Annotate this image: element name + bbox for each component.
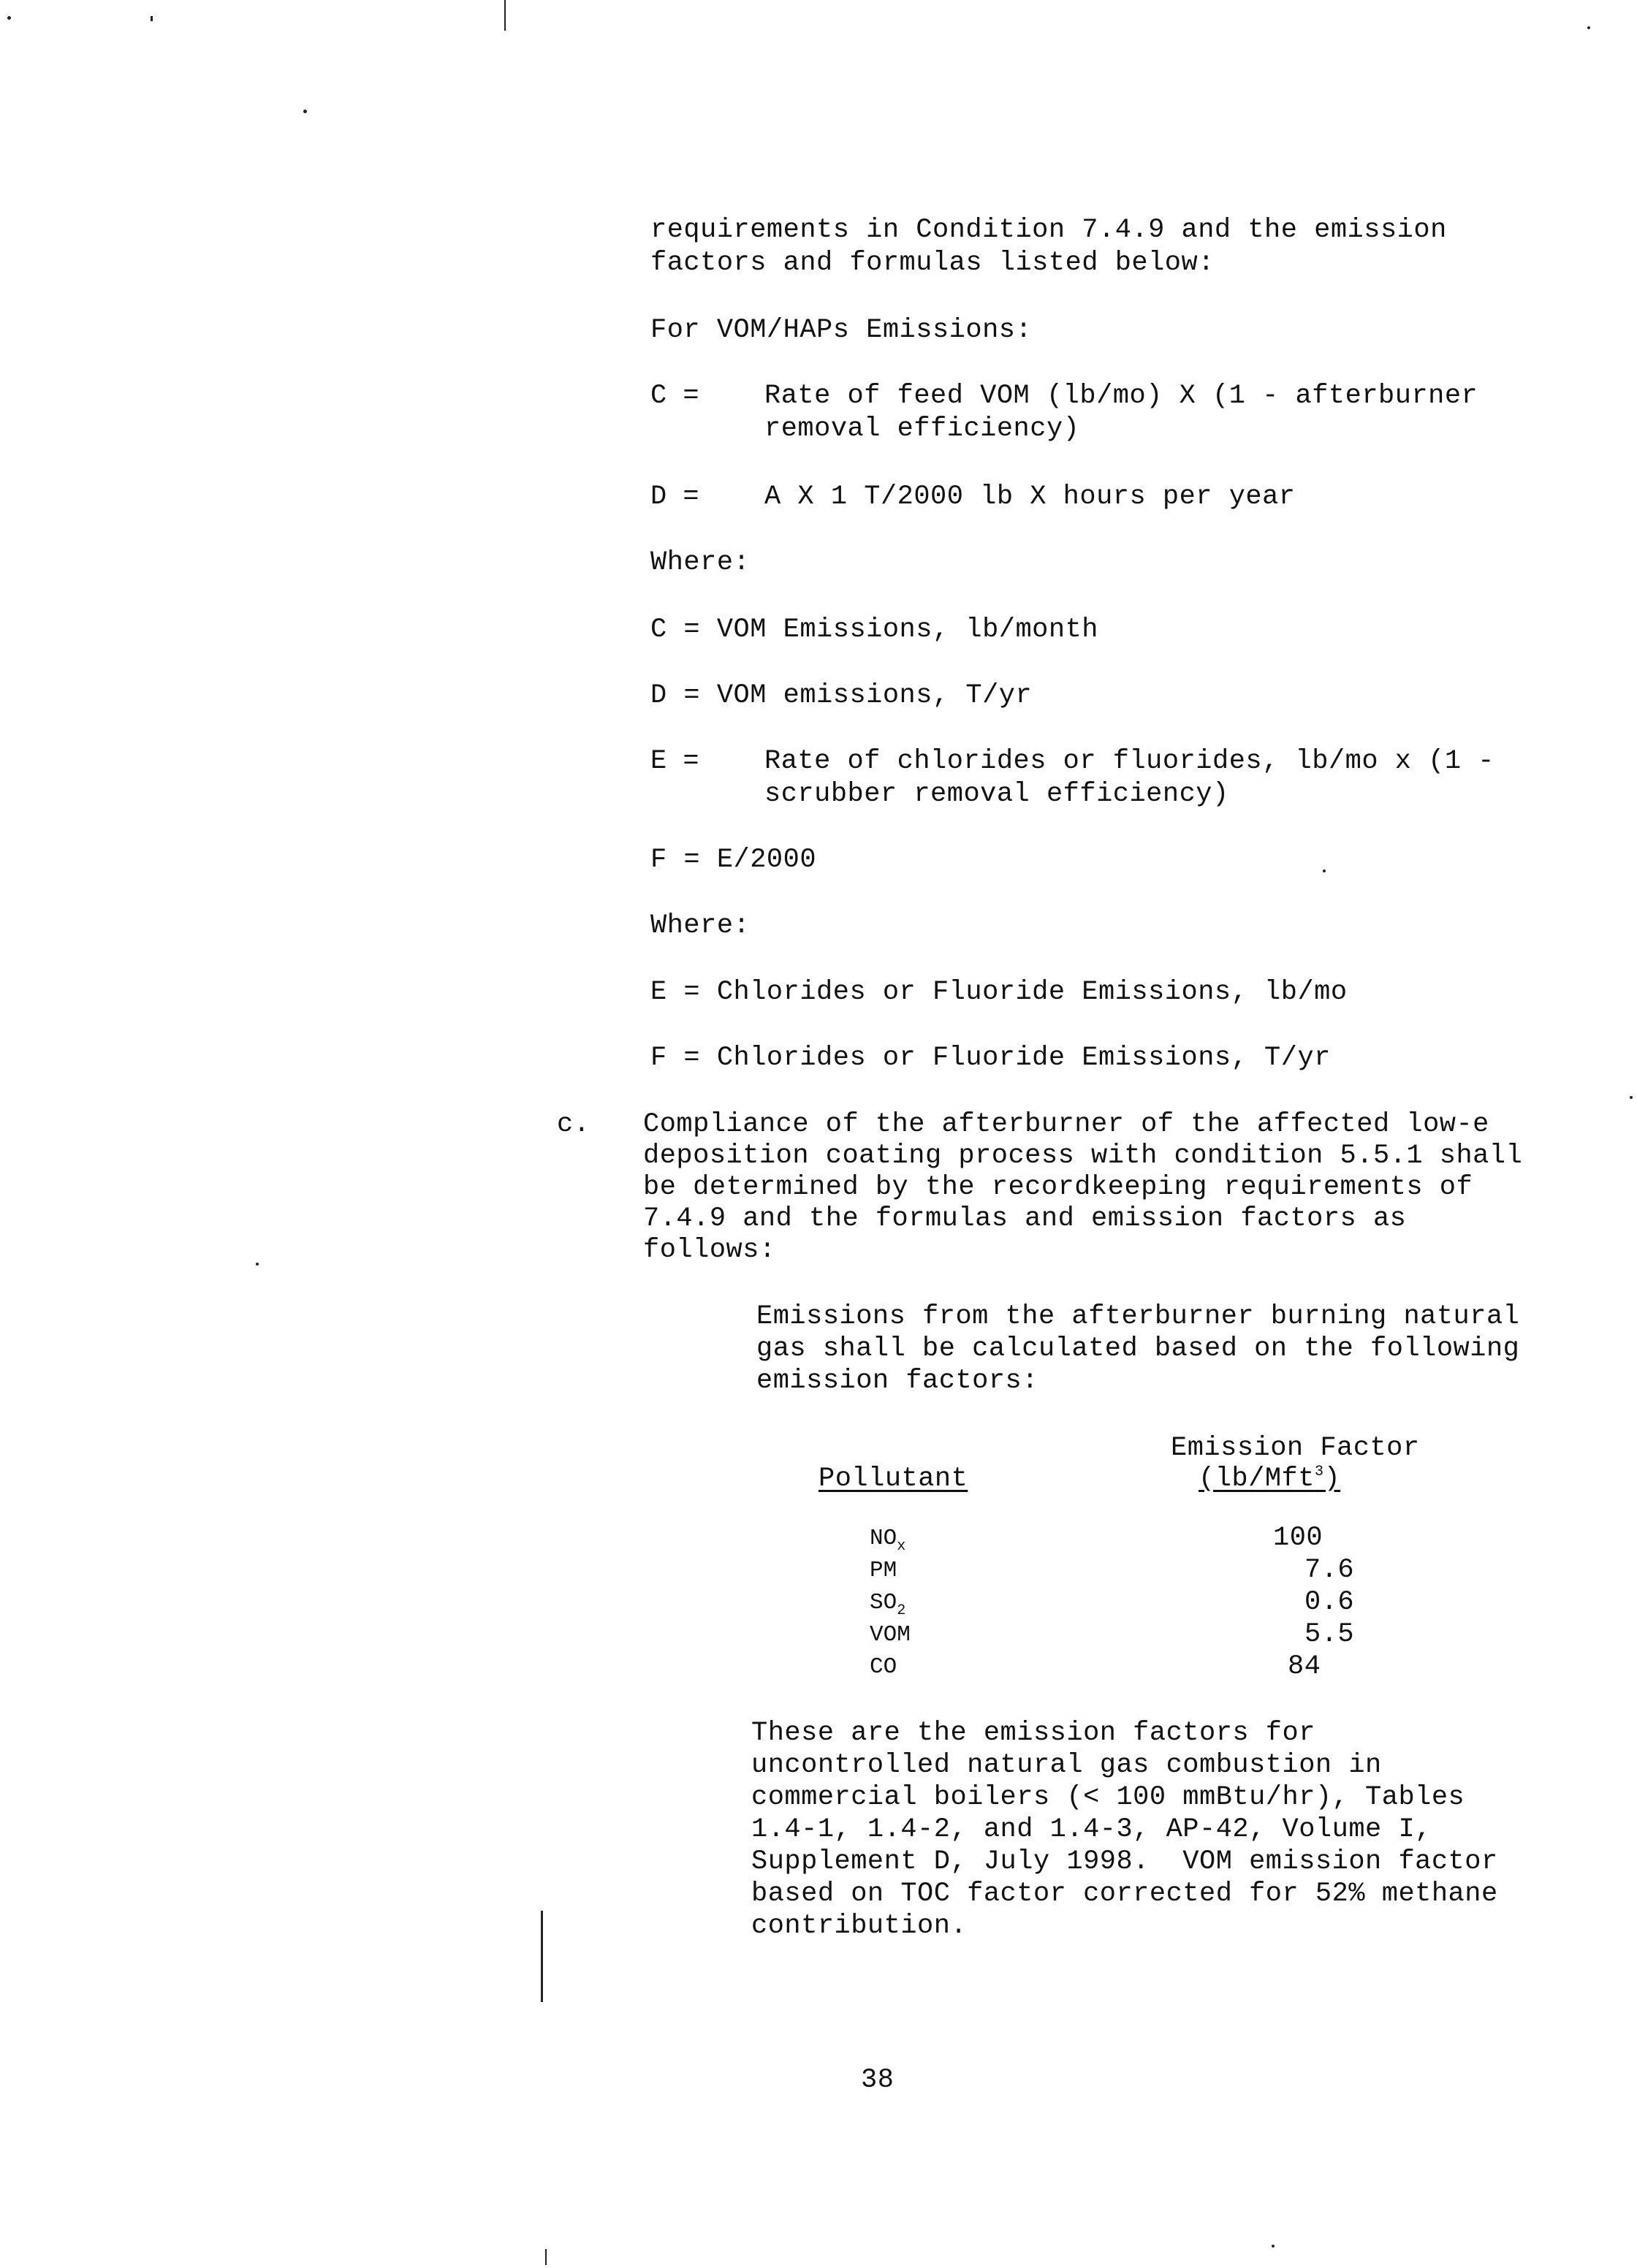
table-header-factor-line-2: (lb/Mft$^3$) <box>1199 1464 1341 1494</box>
scan-speck <box>303 110 307 113</box>
table-row-factor: 100 <box>1273 1523 1323 1553</box>
scan-speck <box>1323 869 1326 872</box>
formula-e-line-2: scrubber removal efficiency) <box>764 779 1229 810</box>
vom-heading: For VOM/HAPs Emissions: <box>650 315 1033 346</box>
item-c-line-5: follows: <box>643 1235 776 1266</box>
emissions-para-line-2: gas shall be calculated based on the following <box>756 1333 1520 1364</box>
definition-c: C = VOM Emissions, lb/month <box>650 614 1098 645</box>
table-row-factor: 0.6 <box>1304 1587 1355 1618</box>
scan-margin-mark <box>541 1911 543 2002</box>
definition-e: E = Chlorides or Fluoride Emissions, lb/mo <box>650 977 1348 1008</box>
emissions-para-line-1: Emissions from the afterburner burning natural <box>756 1301 1520 1332</box>
formula-c-label: C = <box>650 381 699 411</box>
intro-line-2: factors and formulas listed below: <box>650 248 1215 278</box>
formula-e-line-1: Rate of chlorides or fluorides, lb/mo x (1 - <box>764 746 1494 777</box>
scan-speck <box>151 16 153 21</box>
formula-d-line-1: A X 1 T/2000 lb X hours per year <box>764 482 1296 512</box>
definition-f: F = Chlorides or Fluoride Emissions, T/yr <box>650 1043 1331 1073</box>
table-row-pollutant: $SO_2$ <box>870 1590 906 1619</box>
intro-line-1: requirements in Condition 7.4.9 and the emission <box>650 215 1447 246</box>
item-c-line-2: deposition coating process with condition 5.5.1 shall <box>643 1141 1523 1171</box>
closing-para-line-6: based on TOC factor corrected for 52% methane <box>751 1879 1498 1909</box>
scan-top-mark <box>504 0 506 31</box>
table-header-factor-line-1: Emission Factor <box>1171 1433 1420 1464</box>
scan-speck <box>7 16 11 20</box>
closing-para-line-7: contribution. <box>751 1911 968 1941</box>
table-row-factor: 7.6 <box>1304 1555 1355 1586</box>
scan-speck <box>1272 2245 1275 2248</box>
closing-para-line-1: These are the emission factors for <box>751 1718 1315 1748</box>
formula-c-line-1: Rate of feed VOM (lb/mo) X (1 - afterburner <box>764 381 1478 411</box>
closing-para-line-5: Supplement D, July 1998. VOM emission factor <box>751 1846 1498 1877</box>
where-label-2: Where: <box>650 910 751 941</box>
table-row-pollutant: $NO_x$ <box>870 1526 906 1555</box>
closing-para-line-3: commercial boilers (< 100 mmBtu/hr), Tables <box>751 1782 1465 1813</box>
scan-speck <box>1587 26 1590 29</box>
scan-bottom-mark <box>545 2249 547 2265</box>
table-header-pollutant: Pollutant <box>818 1464 968 1494</box>
item-c-line-3: be determined by the recordkeeping requirements of <box>643 1172 1473 1203</box>
table-row-pollutant: CO <box>870 1654 897 1680</box>
formula-d-label: D = <box>650 482 699 512</box>
superscript-three: 3 <box>1314 1464 1324 1480</box>
emissions-para-line-3: emission factors: <box>756 1366 1038 1396</box>
item-c-line-4: 7.4.9 and the formulas and emission factors as <box>643 1203 1407 1234</box>
item-c-line-1: Compliance of the afterburner of the affected low-e <box>643 1109 1489 1140</box>
closing-para-line-2: uncontrolled natural gas combustion in <box>751 1750 1382 1781</box>
formula-c-line-2: removal efficiency) <box>764 414 1080 444</box>
scan-speck <box>256 1263 259 1266</box>
item-c-marker: c. <box>557 1109 590 1140</box>
table-row-pollutant: VOM <box>870 1622 911 1648</box>
closing-para-line-4: 1.4-1, 1.4-2, and 1.4-3, AP-42, Volume I, <box>751 1814 1432 1845</box>
table-row-factor: 5.5 <box>1304 1619 1355 1650</box>
table-row-pollutant: PM <box>870 1558 897 1583</box>
formula-f: F = E/2000 <box>650 845 817 875</box>
page-number: 38 <box>861 2065 895 2096</box>
definition-d: D = VOM emissions, T/yr <box>650 680 1033 711</box>
scan-speck <box>1630 1096 1633 1099</box>
formula-e-label: E = <box>650 746 699 777</box>
where-label-1: Where: <box>650 547 751 578</box>
table-row-factor: 84 <box>1288 1651 1321 1682</box>
